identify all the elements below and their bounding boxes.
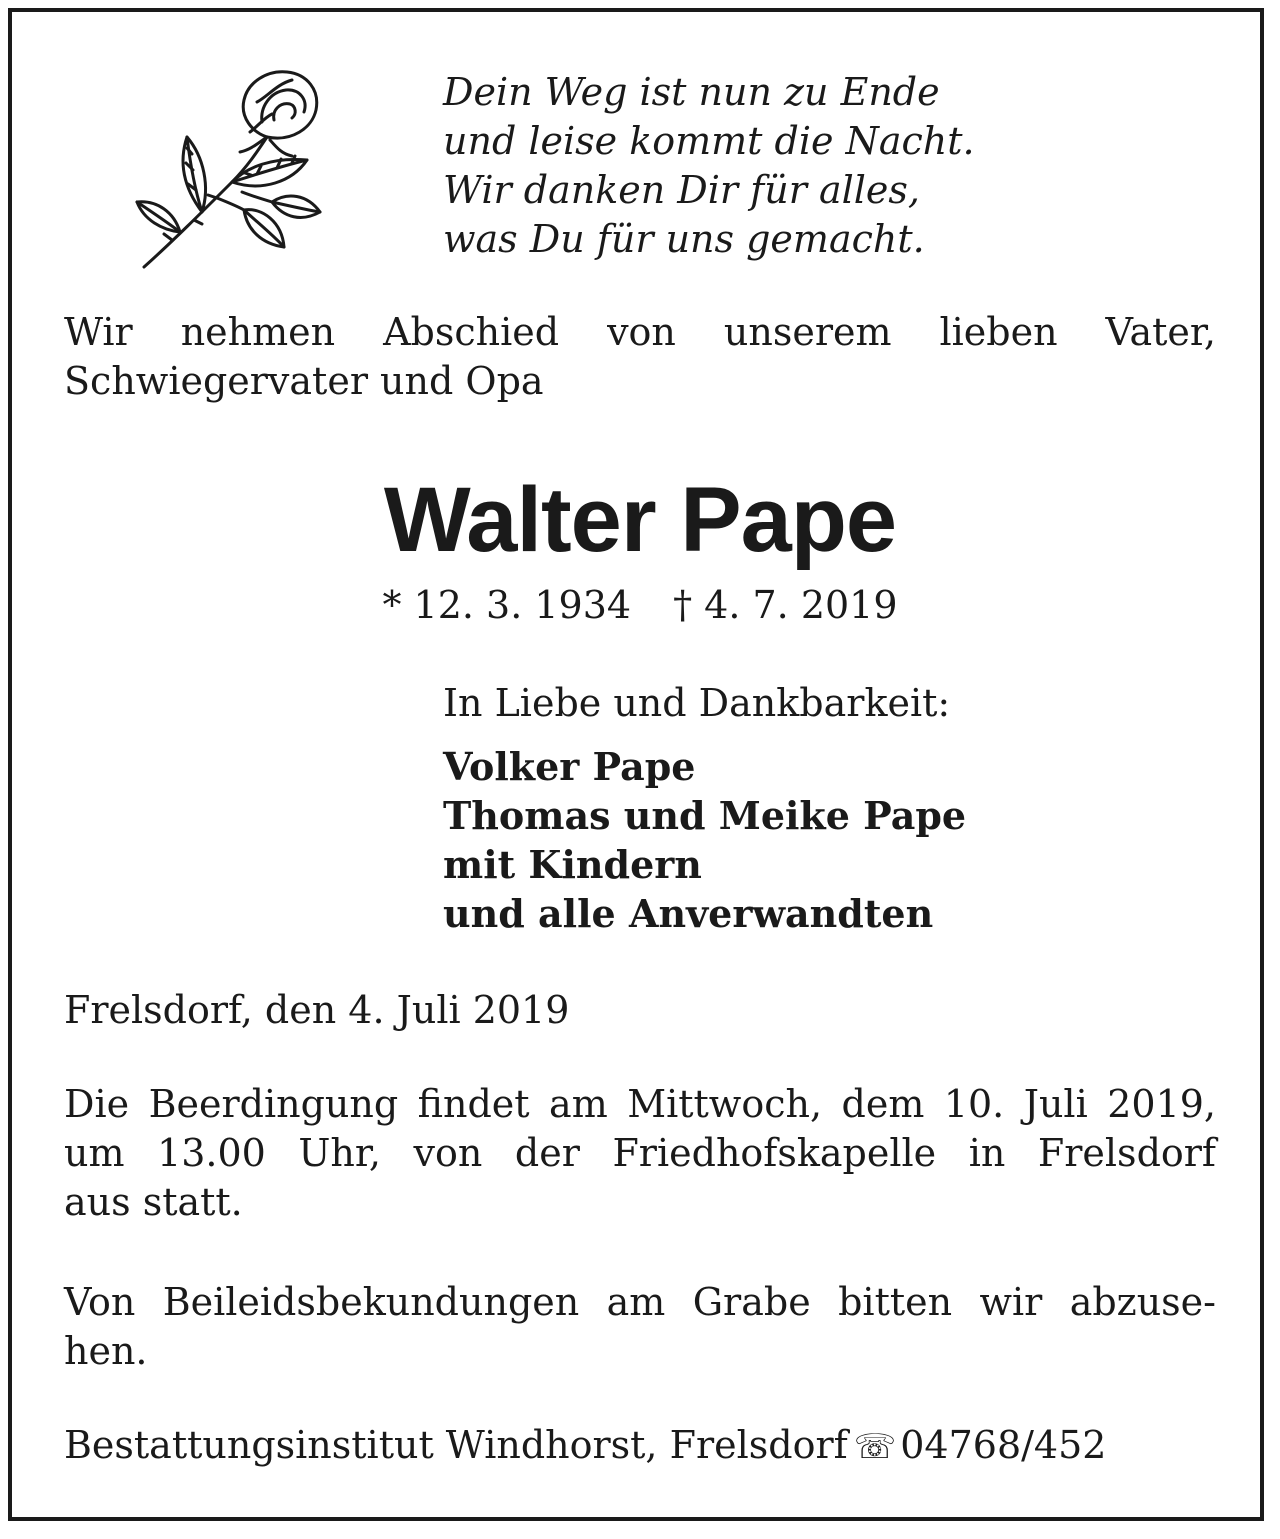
undertaker-info <box>64 1420 1106 1472</box>
death-date: † 4. 7. 2019 <box>673 583 898 627</box>
condolences-note <box>64 1278 1216 1376</box>
undertaker-name: Bestattungsinstitut Windhorst, Frelsdorf <box>64 1423 848 1467</box>
telephone-icon: ☏ <box>853 1427 897 1467</box>
funeral-line: aus statt. <box>64 1180 243 1224</box>
mourner-name: Thomas und Meike Pape <box>443 793 967 838</box>
condolences-line: Von Beileidsbekundungen am Grabe bitten wir abzuse- <box>64 1280 1216 1324</box>
poem-line: und leise kommt die Nacht. <box>443 119 975 163</box>
undertaker-phone: 04768/452 <box>900 1423 1107 1467</box>
funeral-line: Die Beerdingung findet am Mittwoch, dem 10. Juli 2019, <box>64 1082 1216 1126</box>
poem-line: was Du für uns gemacht. <box>443 217 925 261</box>
funeral-line: um 13.00 Uhr, von der Friedhofskapelle in Frelsdorf <box>64 1131 1216 1175</box>
mourner-name: Volker Pape <box>443 744 696 789</box>
poem <box>443 68 975 264</box>
mourners-list <box>443 742 966 938</box>
intro-line: Wir nehmen Abschied von unserem lieben Vater, <box>64 310 1216 354</box>
funeral-info <box>64 1080 1216 1227</box>
mourner-name: mit Kindern <box>443 842 702 887</box>
place-date: Frelsdorf, den 4. Juli 2019 <box>64 988 570 1032</box>
intro-text <box>64 308 1216 406</box>
deceased-name: Walter Pape <box>383 469 897 571</box>
intro-line: Schwiegervater und Opa <box>64 359 544 403</box>
birth-date: * 12. 3. 1934 <box>382 583 632 627</box>
poem-line: Dein Weg ist nun zu Ende <box>443 70 940 114</box>
mourner-name: und alle Anverwandten <box>443 891 934 936</box>
life-dates <box>0 580 1280 630</box>
poem-line: Wir danken Dir für alles, <box>443 168 920 212</box>
mourners-intro: In Liebe und Dankbarkeit: <box>443 681 951 725</box>
rose-icon <box>132 62 332 282</box>
condolences-line: hen. <box>64 1329 148 1373</box>
